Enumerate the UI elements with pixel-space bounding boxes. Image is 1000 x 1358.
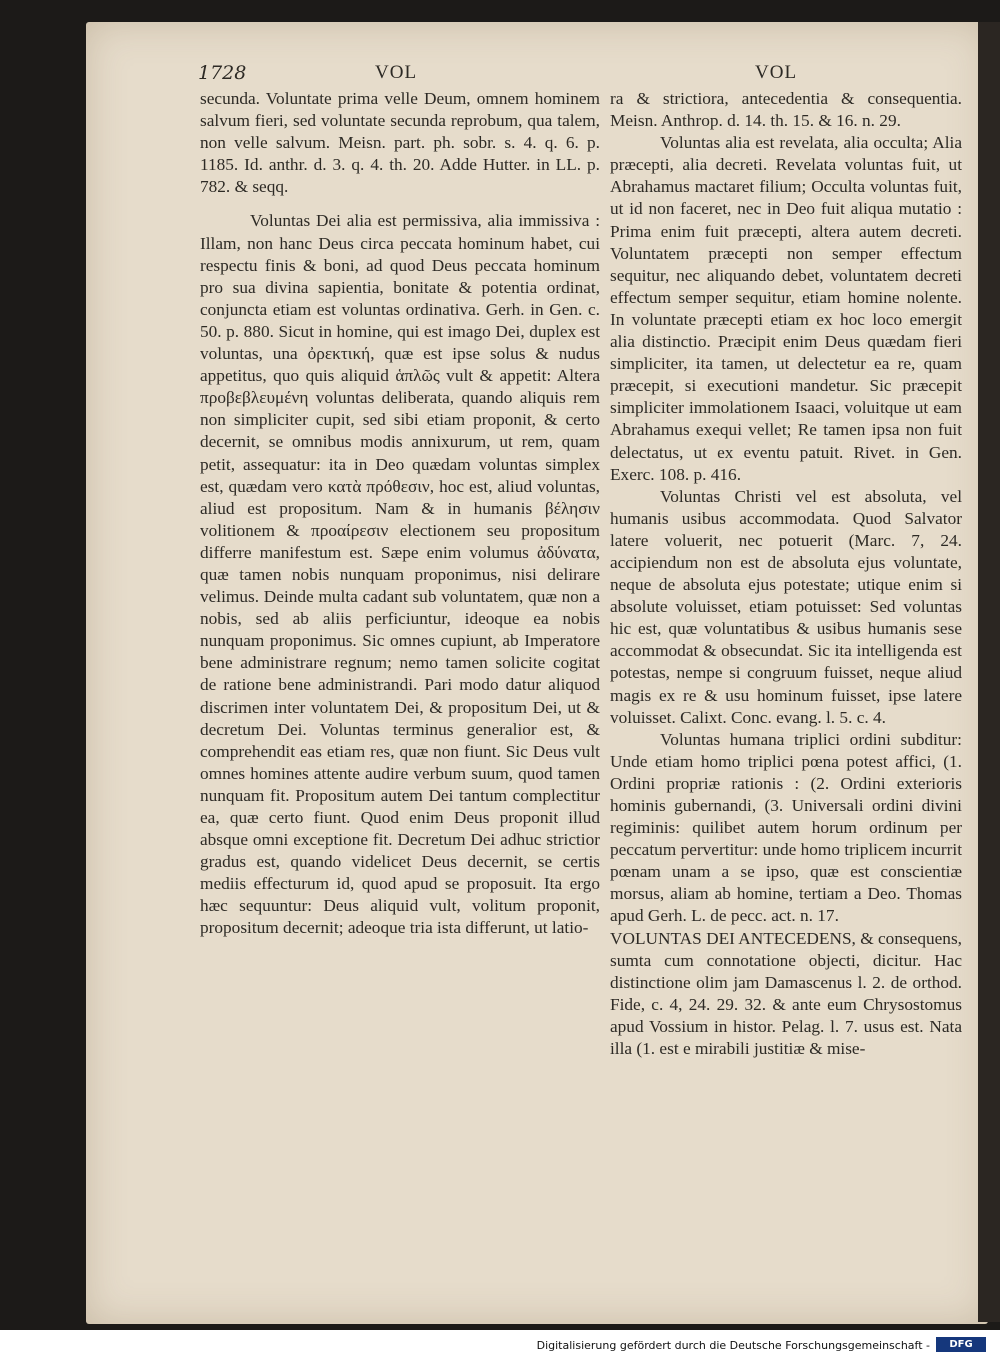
left-column (200, 88, 600, 940)
running-head-left: VOL (375, 62, 418, 83)
paragraph-voluntas-dei: Voluntas Dei alia est permissiva, alia immissiva : Illam, non hanc Deus circa peccata hominum habet, cui respectu finis & boni, ad quod Deus peccata hominum pro sua divina sapientia, bonitate & potentia ordinat, conjuncta etiam est voluntas ordinativa. Gerh. in Gen. c. 50. p. 880. Sicut in homine, qui est imago Dei, duplex est voluntas, una ὀρεκτική, quæ est ipse solus & nudus appetitus, quo quis aliquid ἁπλῶς vult & appetit: Altera προβεβλευμένη voluntas deliberata, quando aliquis rem non simpliciter cupit, sed sibi etiam proponit, & certo decernit, se omnibus modis annixurum, ut rem, quam petit, assequatur: ita in Deo quædam voluntas simplex est, quædam vero κατὰ πρόθεσιν, hoc est, aliud voluntas, aliud est propositum. Nam & in humanis βέλησιν volitionem & προαίρεσιν electionem seu propositum differre manifestum est. Sæpe enim volumus ἀδύνατα, quæ tamen nobis nunquam proponimus, nisi delirare velimus. Deinde multa cadant sub voluntatem, quæ non a nobis, sed ab aliis perficiuntur, ideoque ea nobis nunquam proponimus. Sic omnes cupiunt, ab Imperatore bene administrare regnum; nemo tamen solicite cogitat de ratione bene administrandi. Pari modo datur aliquod discrimen inter voluntatem Dei, & propositum Dei, ut & decretum Dei. Voluntas terminus generalior est, & comprehendit eas etiam res, quæ non fiunt. Sic Deus vult omnes homines attente audire verbum suum, quod tamen nunquam fit. Propositum autem Dei tantum complectitur ea, quæ certo fiunt. Quod enim Deus proponit illud absque omni exceptione fit. Decretum Dei adhuc strictior gradus est, quando videlicet Deus decernit, se certis mediis effecturum id, quod apud se proposuit. Ita ergo hæc sequuntur: Deus aliquid vult, volitum proponit, propositum decernit; adeoque tria ista differunt, ut latio- (200, 211, 600, 938)
paragraph-continuation: secunda. Voluntate prima velle Deum, omnem hominem salvum fieri, sed voluntate secunda reprobum, qua talem, non velle salvum. Meisn. part. ph. sobr. s. 4. q. 6. p. 1185. Id. anthr. d. 3. q. 4. th. 20. Adde Hutter. in LL. p. 782. & seqq. (200, 89, 600, 197)
page-edge (978, 22, 1000, 1322)
entry-voluntas-dei-antecedens: VOLUNTAS DEI ANTECEDENS, & consequens, sumta cum connotatione objecti, dicitur. Hac distinctione olim jam Damascenus l. 2. de orthod. Fide, c. 4, 24. 29. 32. & ante eum Chrysostomus apud Vossium in histor. Pelag. l. 7. usus est. Nata illa (1. est e mirabili justitiæ & mise- (610, 928, 962, 1059)
digitization-footer (0, 1330, 1000, 1358)
right-column (610, 88, 962, 1060)
footer-credit: Digitalisierung gefördert durch die Deutsche Forschungsgemeinschaft - (536, 1339, 930, 1352)
paragraph-continuation: ra & strictiora, antecedentia & consequentia. Meisn. Anthrop. d. 14. th. 15. & 16. n. 29. (610, 89, 962, 131)
running-head-right: VOL (755, 62, 798, 83)
page-number: 1728 (198, 62, 247, 84)
paragraph-voluntas-christi: Voluntas Christi vel est absoluta, vel humanis usibus accommodata. Quod Salvator latere voluerit, nec potuerit (Marc. 7, 24. accipiendum non est de absoluta ejus voluntate, neque de absoluta ejus potestate; utique enim si absolute voluisset, etiam potuisset: Sed voluntas hic est, quæ voluntatibus & usibus humanis sese accommodat & obsecundat. Sic ita intelligenda est potestas, nempe si congruum fuisset, neque aliud magis ex re & usu hominum fuisset, ipse latere voluisset. Calixt. Conc. evang. l. 5. c. 4. (610, 486, 962, 727)
paragraph-voluntas-revelata: Voluntas alia est revelata, alia occulta; Alia præcepti, alia decreti. Revelata voluntas fuit, ut Abrahamus mactaret filium; Occulta voluntas fuit, ut id non faceret, nec in Deo fuit aliqua mutatio : Prima enim fuit præcepti, altera autem decreti. Voluntatem præcepti non semper effectum sequitur, nec aliquando debet, voluntatem decreti effectum semper sequitur, etiam homine nolente. In voluntate præcepti etiam ex hoc loco emergit alia distinctio. Præcipit enim Deus quædam fieri simpliciter, ita tamen, ut delectetur ea re, quam præcepit, si executioni mandetur. Sic præcepit simpliciter immolationem Isaaci, voluitque ut eam Abrahamus exequi vellet; Re tamen ipsa non fuit delectatus, ut ex eventu patuit. Rivet. in Gen. Exerc. 108. p. 416. (610, 133, 962, 484)
paragraph-voluntas-humana: Voluntas humana triplici ordini subditur: Unde etiam homo triplici pœna potest affici, (1. Ordini propriæ rationis : (2. Ordini exterioris hominis gubernandi, (3. Universali ordini divini regiminis: quilibet autem horum ordinum per peccatum pervertitur: unde homo triplicem incurrit pœnam unam a se ipso, quæ est conscientiæ morsus, aliam ab homine, tertiam a Deo. Thomas apud Gerh. L. de pecc. act. n. 17. (610, 729, 962, 926)
dfg-logo-icon: DFG (936, 1337, 986, 1352)
